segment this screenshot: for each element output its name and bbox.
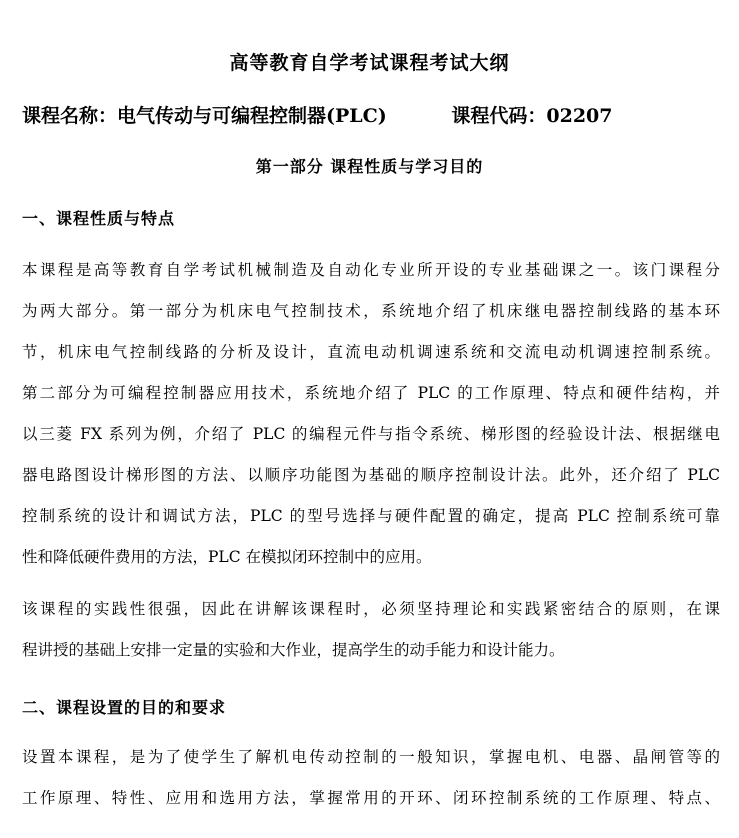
paragraph	[22, 737, 720, 819]
paragraph-line: 控制系统的设计和调试方法，PLC 的型号选择与硬件配置的确定，提高 PLC 控制系统可靠	[22, 507, 720, 525]
section-heading: 一、课程性质与特点	[22, 209, 176, 228]
paragraph	[22, 250, 720, 578]
part-title: 第一部分 课程性质与学习目的	[255, 157, 484, 176]
paragraph-line: 性和降低硬件费用的方法，PLC 在模拟闭环控制中的应用。	[22, 548, 432, 566]
paragraph-line: 该课程的实践性很强，因此在讲解该课程时，必须坚持理论和实践紧密结合的原则，在课	[22, 600, 720, 618]
paragraph-line: 设置本课程，是为了使学生了解机电传动控制的一般知识，掌握电机、电器、晶闸管等的	[22, 748, 720, 766]
paragraph-line: 器电路图设计梯形图的方法、以顺序功能图为基础的顺序控制设计法。此外，还介绍了 PLC	[22, 466, 720, 484]
paragraph	[22, 589, 720, 671]
paragraph-line: 程讲授的基础上安排一定量的实验和大作业，提高学生的动手能力和设计能力。	[22, 641, 565, 659]
paragraph-line: 以三菱 FX 系列为例，介绍了 PLC 的编程元件与指令系统、梯形图的经验设计法、根据继电	[22, 425, 720, 443]
course-code: 课程代码：02207	[451, 105, 613, 127]
paragraph-line: 工作原理、特性、应用和选用方法，掌握常用的开环、闭环控制系统的工作原理、特点、	[22, 789, 720, 807]
document-title: 高等教育自学考试课程考试大纲	[229, 52, 510, 74]
course-info-line	[22, 101, 612, 128]
paragraph-line: 第二部分为可编程控制器应用技术，系统地介绍了 PLC 的工作原理、特点和硬件结构，并	[22, 384, 720, 402]
course-name: 课程名称：电气传动与可编程控制器(PLC)	[22, 105, 387, 127]
paragraph-line: 节，机床电气控制线路的分析及设计，直流电动机调速系统和交流电动机调速控制系统。	[22, 343, 720, 361]
section-heading: 二、课程设置的目的和要求	[22, 698, 227, 717]
paragraph-line: 为两大部分。第一部分为机床电气控制技术，系统地介绍了机床继电器控制线路的基本环	[22, 302, 720, 320]
paragraph-line: 本课程是高等教育自学考试机械制造及自动化专业所开设的专业基础课之一。该门课程分	[22, 261, 720, 279]
